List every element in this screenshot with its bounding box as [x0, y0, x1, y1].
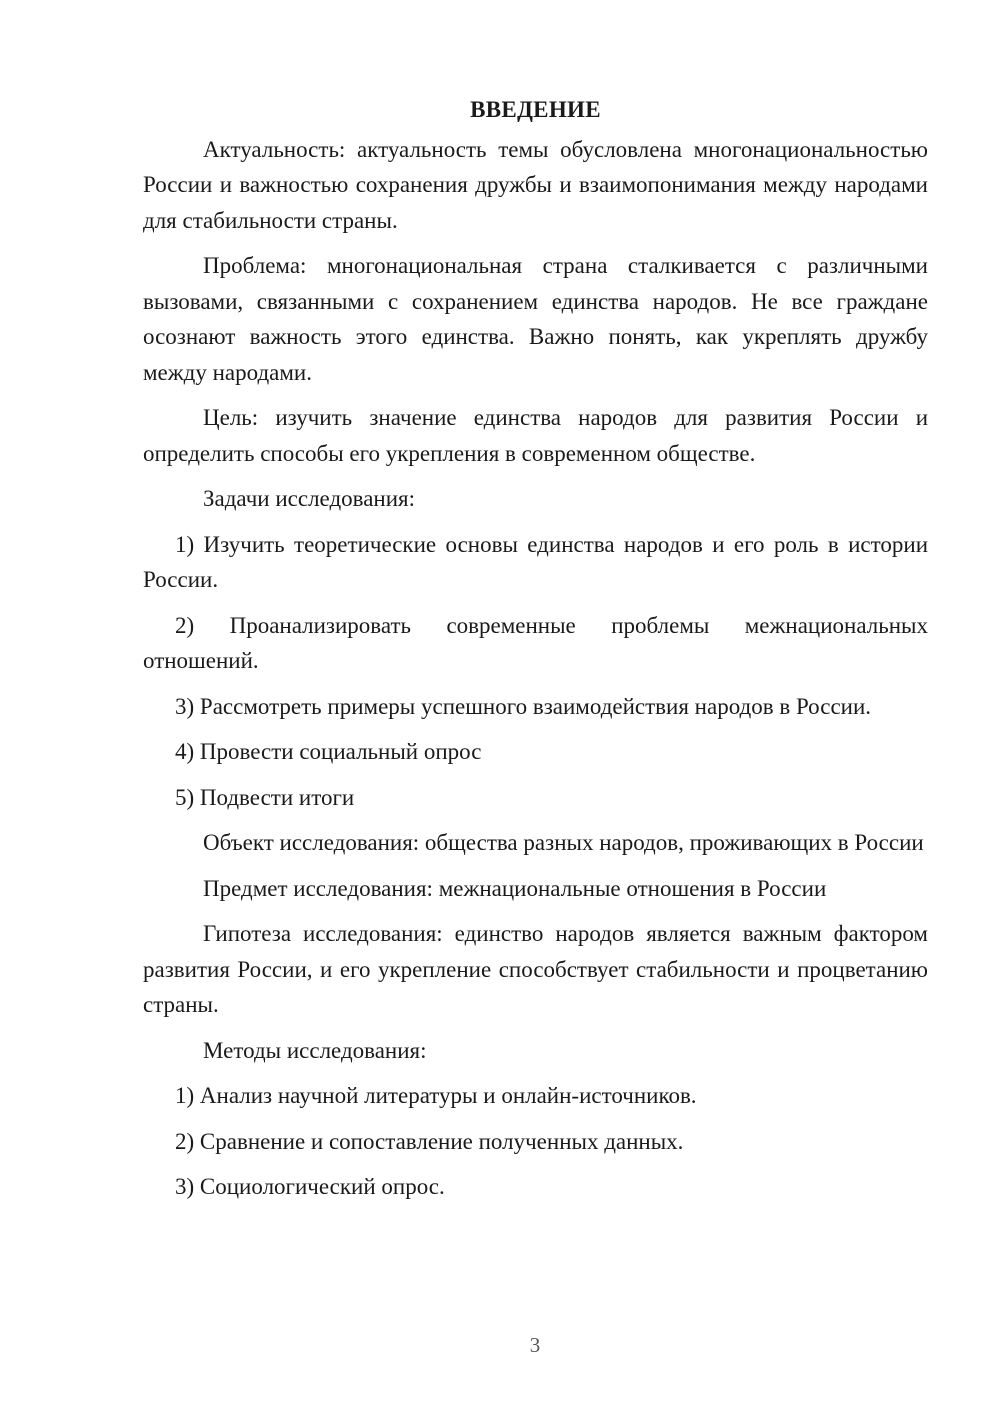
relevance-paragraph: Актуальность: актуальность темы обусловлена многонациональностью России и важностью сохранения дружбы и взаимопонимания между народами для стабильности страны. — [143, 136, 928, 233]
task-item-2: 2) Проанализировать современные проблемы межнациональных отношений. — [143, 612, 928, 673]
page-number: 3 — [529, 1333, 541, 1357]
method-item-1: 1) Анализ научной литературы и онлайн-источников. — [175, 1083, 697, 1108]
task-item-3: 3) Рассмотреть примеры успешного взаимодействия народов в России. — [175, 693, 872, 719]
object-paragraph: Объект исследования: общества разных народов, проживающих в России — [203, 830, 924, 855]
problem-paragraph: Проблема: многонациональная страна сталкивается с различными вызовами, связанными с сохранением единства народов. Не все граждане осознают важность этого единства. Важно понять, как укреплять дружбу между народами. — [143, 253, 928, 385]
task-item-4: 4) Провести социальный опрос — [175, 739, 482, 764]
goal-paragraph: Цель: изучить значение единства народов для развития России и определить способы его укрепления в современном обществе. — [143, 405, 928, 466]
method-item-3: 3) Социологический опрос. — [175, 1174, 445, 1199]
subject-paragraph: Предмет исследования: межнациональные отношения в России — [203, 875, 827, 901]
methods-heading: Методы исследования: — [203, 1037, 427, 1063]
tasks-heading: Задачи исследования: — [203, 486, 416, 511]
task-item-5: 5) Подвести итоги — [175, 784, 355, 810]
task-item-1: 1) Изучить теоретические основы единства народов и его роль в истории России. — [143, 531, 928, 592]
method-item-2: 2) Сравнение и сопоставление полученных данных. — [175, 1128, 684, 1154]
document-page — [143, 92, 928, 1215]
hypothesis-paragraph: Гипотеза исследования: единство народов является важным фактором развития России, и его укрепление способствует стабильности и процветанию страны. — [143, 921, 928, 1017]
page-title: ВВЕДЕНИЕ — [470, 97, 601, 122]
